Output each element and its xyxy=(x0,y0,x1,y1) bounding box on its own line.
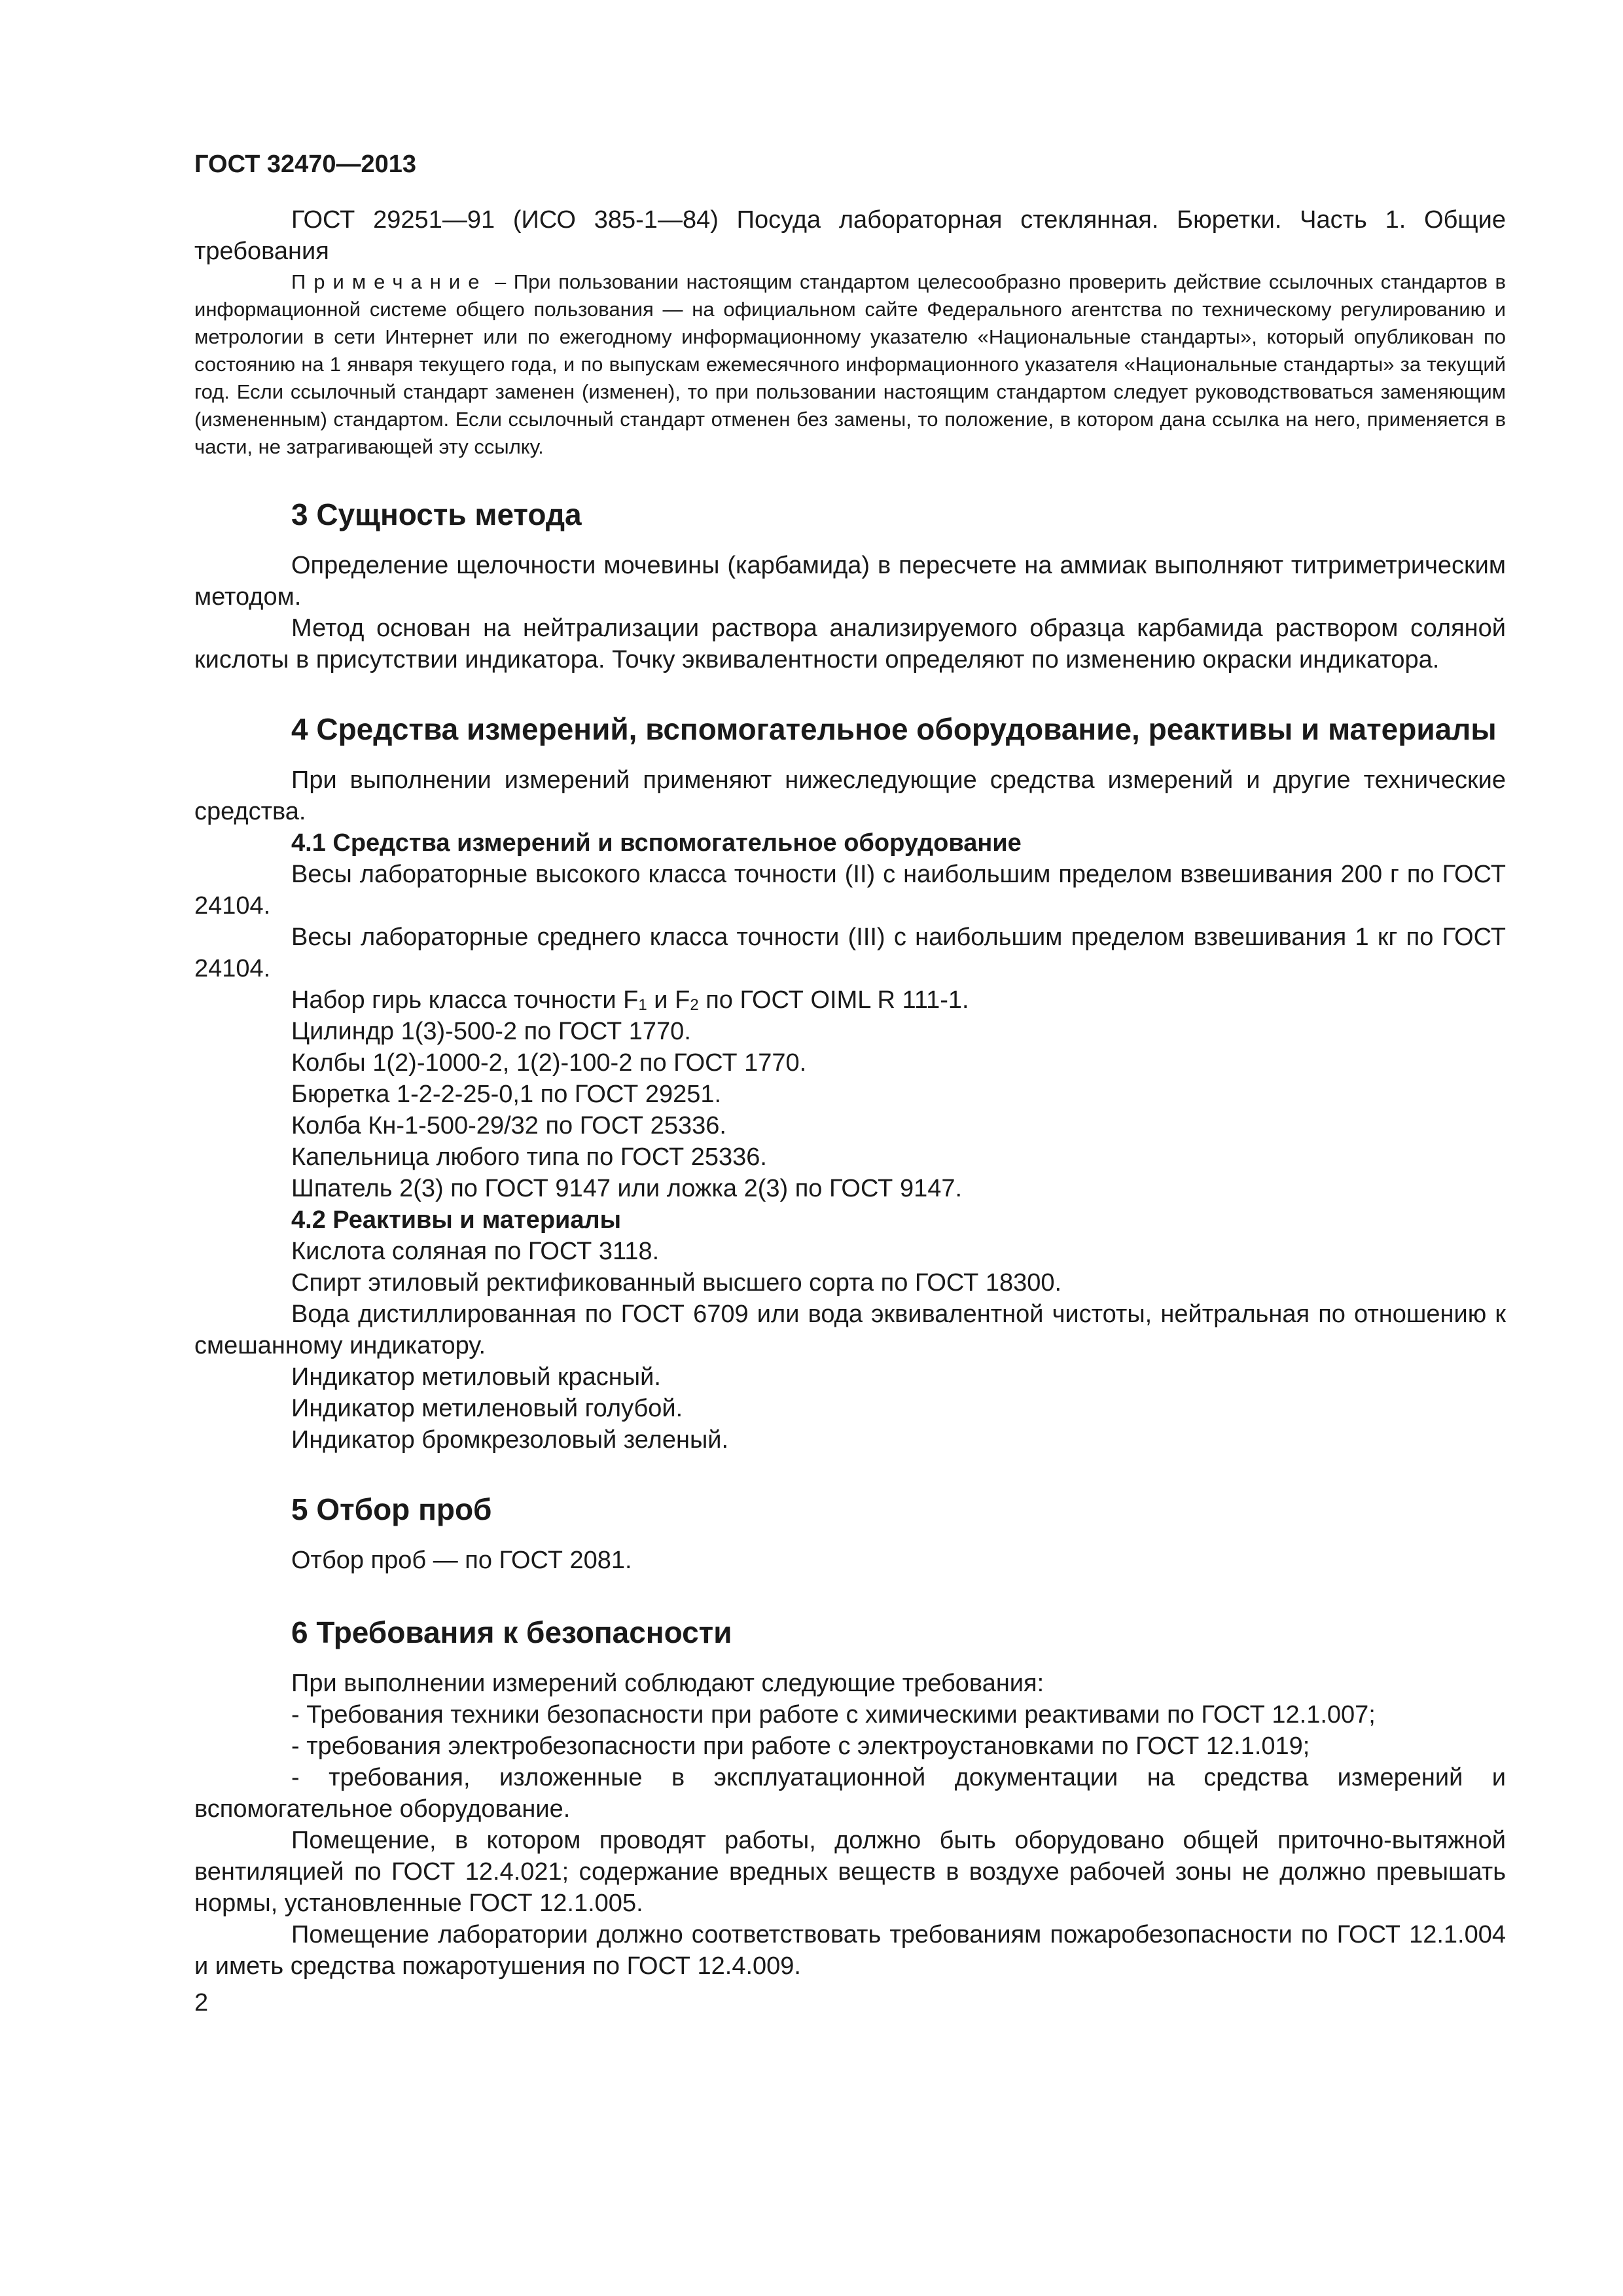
page-content xyxy=(194,149,1506,2018)
document-code-header: ГОСТ 32470—2013 xyxy=(194,151,417,178)
note-label: Примечание xyxy=(291,270,488,293)
weights-mid: и F xyxy=(647,986,690,1014)
section-3-paragraph: Определение щелочности мочевины (карбамида) в пересчете на аммиак выполняют титриметрическим методом. xyxy=(194,552,1506,611)
subsection-4-2-heading: 4.2 Реактивы и материалы xyxy=(291,1206,622,1234)
reagent-item: Вода дистиллированная по ГОСТ 6709 или вода эквивалентной чистоты, нейтральная по отношению к смешанному индикатору. xyxy=(194,1300,1506,1359)
equipment-item: Весы лабораторные среднего класса точности (III) с наибольшим пределом взвешивания 1 кг по ГОСТ 24104. xyxy=(194,924,1506,982)
section-4-intro: При выполнении измерений применяют нижеследующие средства измерений и другие технические средства. xyxy=(194,766,1506,825)
equipment-item-weights xyxy=(194,984,1506,1016)
reagent-item: Индикатор бромкрезоловый зеленый. xyxy=(291,1426,729,1454)
section-3-heading: 3 Сущность метода xyxy=(291,497,582,531)
page-number: 2 xyxy=(194,1989,209,2017)
section-6-fire-paragraph: Помещение лаборатории должно соответствовать требованиям пожаробезопасности по ГОСТ 12.1.004 и иметь средства пожаротушения по ГОСТ 12.4.009. xyxy=(194,1921,1506,1980)
section-6-room-paragraph: Помещение, в котором проводят работы, должно быть оборудовано общей приточно-вытяжной вентиляцией по ГОСТ 12.4.021; содержание вредных веществ в воздухе рабочей зоны не должно превышать нормы, установленные ГОСТ 12.1.005. xyxy=(194,1827,1506,1917)
reagent-item: Спирт этиловый ректификованный высшего сорта по ГОСТ 18300. xyxy=(291,1269,1062,1297)
reagent-item: Кислота соляная по ГОСТ 3118. xyxy=(291,1238,660,1265)
section-6-heading: 6 Требования к безопасности xyxy=(291,1615,732,1649)
note-text: – При пользовании настоящим стандартом целесообразно проверить действие ссылочных стандартов в информационной системе общего пользования — на официальном сайте Федерального агентства по техническому регулированию и метрологии в сети Интернет или по ежегодному информационному указателю «Национальные стандарты», который опубликован по состоянию на 1 января текущего года, и по выпускам ежемесячного информационного указателя «Национальные стандарты» за текущий год. Если ссылочный стандарт заменен (изменен), то при пользовании настоящим стандартом следует руководствоваться заменяющим (измененным) стандартом. Если ссылочный стандарт отменен без замены, то положение, в котором дана ссылка на него, применяется в части, не затрагивающей эту ссылку. xyxy=(194,270,1506,458)
equipment-item: Колба Кн-1-500-29/32 по ГОСТ 25336. xyxy=(291,1112,726,1139)
reagent-item: Индикатор метиленовый голубой. xyxy=(291,1395,683,1422)
section-4-heading: 4 Средства измерений, вспомогательное оборудование, реактивы и материалы xyxy=(291,712,1497,746)
section-3-paragraph: Метод основан на нейтрализации раствора анализируемого образца карбамида раствором соляной кислоты в присутствии индикатора. Точку эквивалентности определяют по изменению окраски индикатора. xyxy=(194,615,1506,673)
reference-gost-29251: ГОСТ 29251—91 (ИСО 385-1—84) Посуда лабораторная стеклянная. Бюретки. Часть 1. Общие требования xyxy=(194,206,1506,265)
section-6-intro: При выполнении измерений соблюдают следующие требования: xyxy=(291,1670,1044,1697)
equipment-item: Бюретка 1-2-2-25-0,1 по ГОСТ 29251. xyxy=(291,1081,722,1108)
safety-requirement-item: - требования, изложенные в эксплуатационной документации на средства измерений и вспомогательное оборудование. xyxy=(194,1764,1506,1823)
weights-suffix: по ГОСТ OIML R 111-1. xyxy=(698,986,969,1014)
safety-requirement-item: - требования электробезопасности при работе с электроустановками по ГОСТ 12.1.019; xyxy=(291,1732,1310,1760)
equipment-item: Шпатель 2(3) по ГОСТ 9147 или ложка 2(3) по ГОСТ 9147. xyxy=(291,1175,963,1202)
reference-note xyxy=(194,268,1506,461)
subsection-4-1-heading: 4.1 Средства измерений и вспомогательное оборудование xyxy=(291,829,1022,857)
safety-requirement-item: - Требования техники безопасности при работе с химическими реактивами по ГОСТ 12.1.007; xyxy=(291,1701,1376,1729)
section-5-heading: 5 Отбор проб xyxy=(291,1492,492,1526)
section-5-paragraph: Отбор проб — по ГОСТ 2081. xyxy=(291,1547,632,1574)
weights-prefix: Набор гирь класса точности F xyxy=(291,986,639,1014)
equipment-item: Капельница любого типа по ГОСТ 25336. xyxy=(291,1143,767,1171)
equipment-item: Весы лабораторные высокого класса точности (II) с наибольшим пределом взвешивания 200 г по ГОСТ 24104. xyxy=(194,861,1506,920)
weights-subscript-1: 1 xyxy=(638,996,647,1014)
equipment-item: Цилиндр 1(3)-500-2 по ГОСТ 1770. xyxy=(291,1018,691,1045)
weights-subscript-2: 2 xyxy=(690,996,699,1014)
reagent-item: Индикатор метиловый красный. xyxy=(291,1363,661,1391)
equipment-item: Колбы 1(2)-1000-2, 1(2)-100-2 по ГОСТ 1770. xyxy=(291,1049,807,1077)
